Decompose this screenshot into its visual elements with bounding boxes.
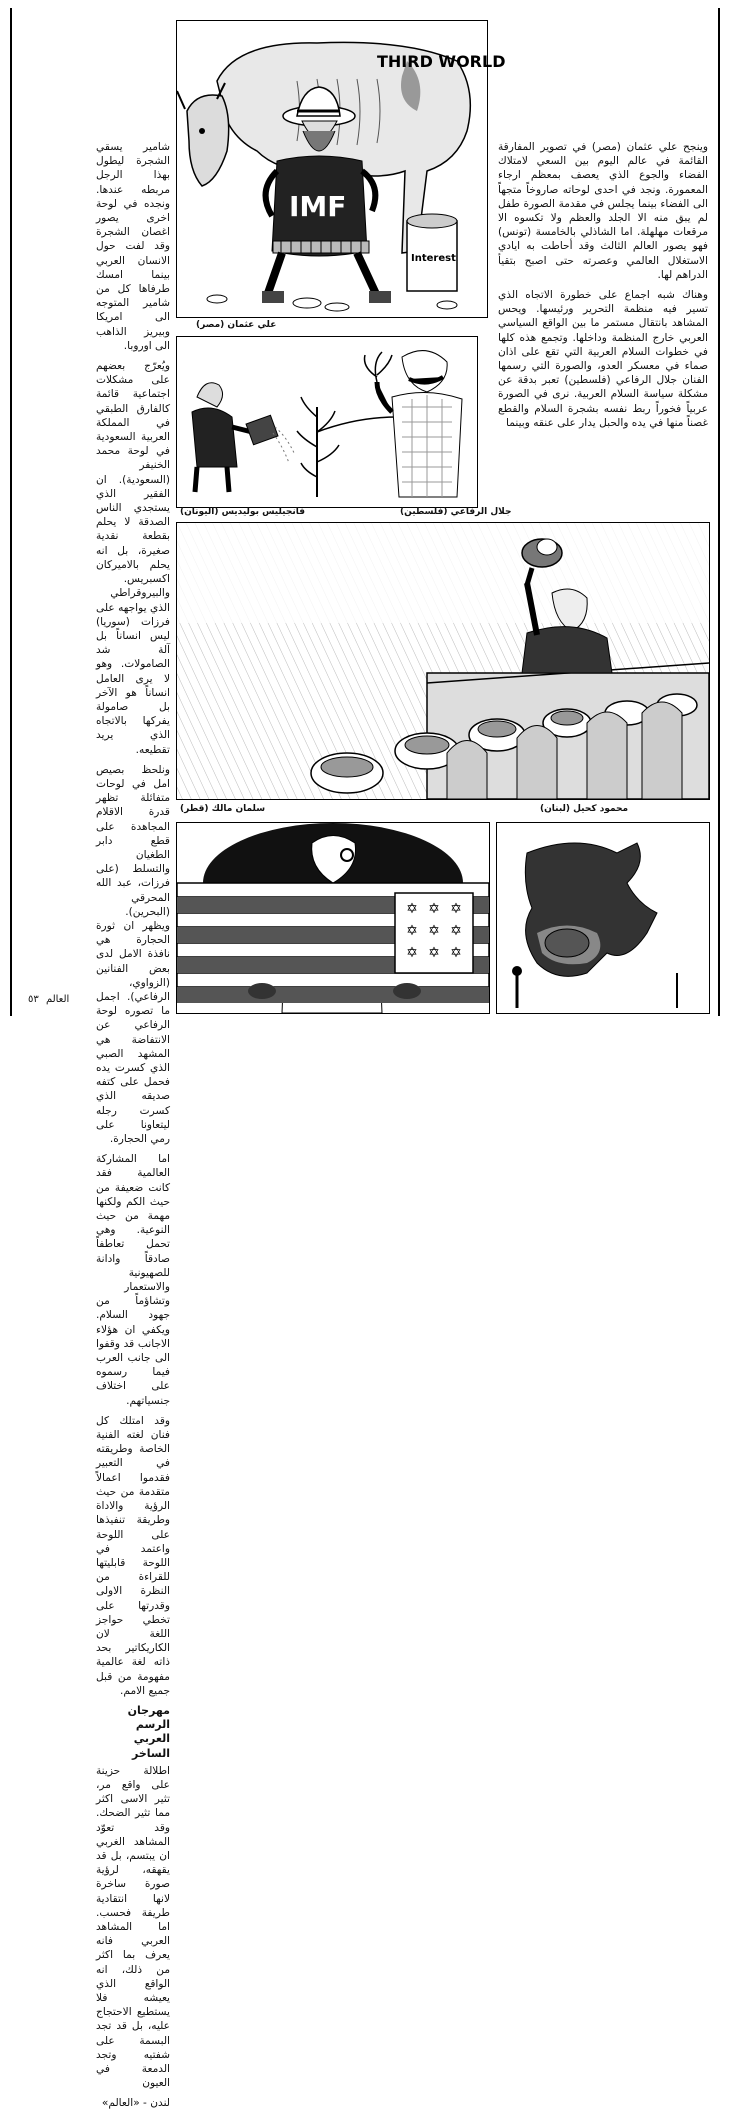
page-right-border bbox=[718, 8, 720, 1016]
left-paragraph-5: وقد امتلك كل فنان لغته الفنية الخاصة وطريقته في التعبير فقدموا اعمالاً متقدمة من حيث الرؤية والاداة وطريقة تنفيذها على اللوحة واعتمد في اللوحة قابليتها للقراءة من النظرة الاولى وقدرتها على تخطي حواجز اللغة لان الكاريكاتير بحد ذاته لغة عالمية مفهومة من قبل جميع الامم. bbox=[96, 1414, 170, 1697]
right-text-column bbox=[498, 140, 708, 530]
left-text-column bbox=[96, 140, 170, 2110]
left-paragraph-3: ونلحظ بصيص امل في لوحات متفائلة تظهر قدرة الاقلام المجاهدة على قطع دابر الطغيان والتسلط (على فرزات، عبد الله المحرقي (البحرين). ويظهر ان ثورة الحجارة هي نافذة الامل لدى بعض الفنانين (الزواوي، الرفاعي). اجمل ما تصوره لوحة الرفاعي عن الانتفاضة هي المشهد الصبي الذي كسرت يده فحمل على كتفه صديقه الذي كسرت رجله ليتعاونا على رمي الحجارة. bbox=[96, 763, 170, 1146]
svg-text:✡: ✡ bbox=[406, 901, 418, 917]
svg-text:✡: ✡ bbox=[450, 901, 462, 917]
cartoon-imf-cow bbox=[176, 20, 506, 318]
right-paragraph-2: وهناك شبه اجماع على خطورة الاتجاه الذي تسير فيه منظمة التحرير ورئيسها. ويحس المشاهد بانتقال مستمر ما بين الواقع السياسي العربي خارج المنظمة وداخلها. وتجمع هذه كلها في خطوات السلام العربية التي تقع على اذان صماء في معسكر العدو، والصورة التي رسمها الفنان جلال الرفاعي (فلسطين) تعبر بدقة عن مشكلة سياسة السلام العربية. نرى في الصورة عربياً فخوراً ربط نفسه بشجرة السلام والقطع غصناً منها في يده والحبل يدار على عنقه وبينما bbox=[498, 289, 708, 429]
footer-page-number: ٥٣ bbox=[28, 994, 39, 1005]
svg-text:✡: ✡ bbox=[428, 945, 440, 961]
caption-mahmoud-kahil: محمود كحيل (لبنان) bbox=[540, 804, 629, 814]
page-footer bbox=[24, 994, 69, 1005]
cartoon-courtroom bbox=[176, 522, 710, 800]
third-world-label: THIRD WORLD bbox=[377, 52, 506, 71]
cartoon-flag-bars bbox=[176, 822, 490, 1014]
svg-text:✡: ✡ bbox=[428, 923, 440, 939]
left-paragraph-4: اما المشاركة العالمية فقد كانت ضعيفة من حيث الكم ولكنها مهمة من حيث النوعية. وهي تحمل تعاطفاً صادقاً وادانة للصهيونية والاستعمار وتشاؤماً من جهود السلام. ويكفي ان هؤلاء الاجانب قد وقفوا الى جانب العرب فيما رسموه على اختلاف جنسياتهم. bbox=[96, 1153, 170, 1407]
caption-vangelis-polides: فانجيليس بوليديس (اليونان) bbox=[180, 507, 305, 517]
cartoon-flag-bars-drawing bbox=[177, 823, 489, 1013]
left-paragraph-2: ويُعرّج بعضهم على مشكلات اجتماعية قائمة كالفارق الطبقي في المملكة العربية السعودية في لوحة محمد الخنيفر (السعودية). ان الفقير الذي يستجدي الناس الصدقة لا يحلم بقطعة نقدية صغيرة، بل انه يحلم بالاميركان اكسبريس. والبيروقراطي الذي يواجهه على فرزات (سوريا) ليس انساناً بل آلة شد الصامولات. وهو لا يرى العامل انساناً هو الآخر بل صامولة يفركها بالاتجاه الذي يريد تقطيعه. bbox=[96, 360, 170, 756]
left-paragraph-6: اطلالة حزينة على واقع مر، تثير الاسى اكثر مما تثير الضحك. وقد تعوّد المشاهد الغربي ان يبتسم، بل قد يقهقه، لرؤية صورة ساخرة لانها انتقادية طريفة فحسب. اما المشاهد العربي فانه يعرف بما اكثر من ذلك، انه الواقع الذي يعيشه فلا يستطيع الاحتجاج عليه، بل قد تجد البسمة على شفتيه وتجد الدمعة في العيون bbox=[96, 1764, 170, 2090]
svg-text:✡: ✡ bbox=[450, 945, 462, 961]
svg-text:✡: ✡ bbox=[406, 923, 418, 939]
imf-label: IMF bbox=[289, 190, 347, 223]
section-heading: مهرجان الرسم العربي الساخر bbox=[127, 1703, 170, 1760]
svg-text:✡: ✡ bbox=[406, 945, 418, 961]
caption-ali-othman: علي عثمان (مصر) bbox=[196, 320, 277, 330]
footer-magazine: العالم bbox=[45, 994, 70, 1005]
page-left-border bbox=[10, 8, 12, 1016]
svg-text:✡: ✡ bbox=[450, 923, 462, 939]
cartoon-imf-drawing bbox=[177, 21, 506, 317]
cartoon-courtroom-drawing bbox=[177, 523, 709, 799]
left-paragraph-1: شامير يسقي الشجرة ليطول بهذا الرجل مربطه عندها. ونجده في لوحة اخرى يصور اغصان الشجرة وقد لفت حول الانسان العربي بينما امسك طرفاها كل من شامير المتوجه الى امريكا وبيريز الذاهب الى اوروبا. bbox=[96, 141, 170, 352]
right-paragraph-1: وينجح علي عثمان (مصر) في تصوير المفارقة القائمة في عالم اليوم بين السعي لامتلاك الفضاء والجوع الذي يعصف بمعظم ارجاء المعمورة. ونجد في احدى لوحاته صاروخاً متجهاً الى الفضاء بينما يجلس في مقدمة الصورة طفل لم يبق منه الا الجلد والعظم ولا تكسوه الا مرقعات مهلهلة. اما الشاذلي بالخامسة (تونس) فهو يصور العالم الثالث وقد أحاطت به ايادي الاستغلال العالمي وعصرته حتى اصبح بتقيأ الدراهم لها. bbox=[498, 141, 708, 281]
svg-text:✡: ✡ bbox=[428, 901, 440, 917]
cartoon-map-drawing bbox=[497, 823, 709, 1013]
cartoon-peace-tree bbox=[176, 336, 478, 508]
cartoon-peace-tree-drawing bbox=[177, 337, 477, 507]
caption-jalal-rifai: جلال الرفاعي (فلسطين) bbox=[400, 507, 512, 517]
caption-salman-malik: سلمان مالك (قطر) bbox=[180, 804, 266, 814]
signoff: لندن - «العالم» bbox=[101, 2097, 170, 2110]
cartoon-map bbox=[496, 822, 710, 1014]
interest-label: Interest bbox=[411, 253, 456, 264]
